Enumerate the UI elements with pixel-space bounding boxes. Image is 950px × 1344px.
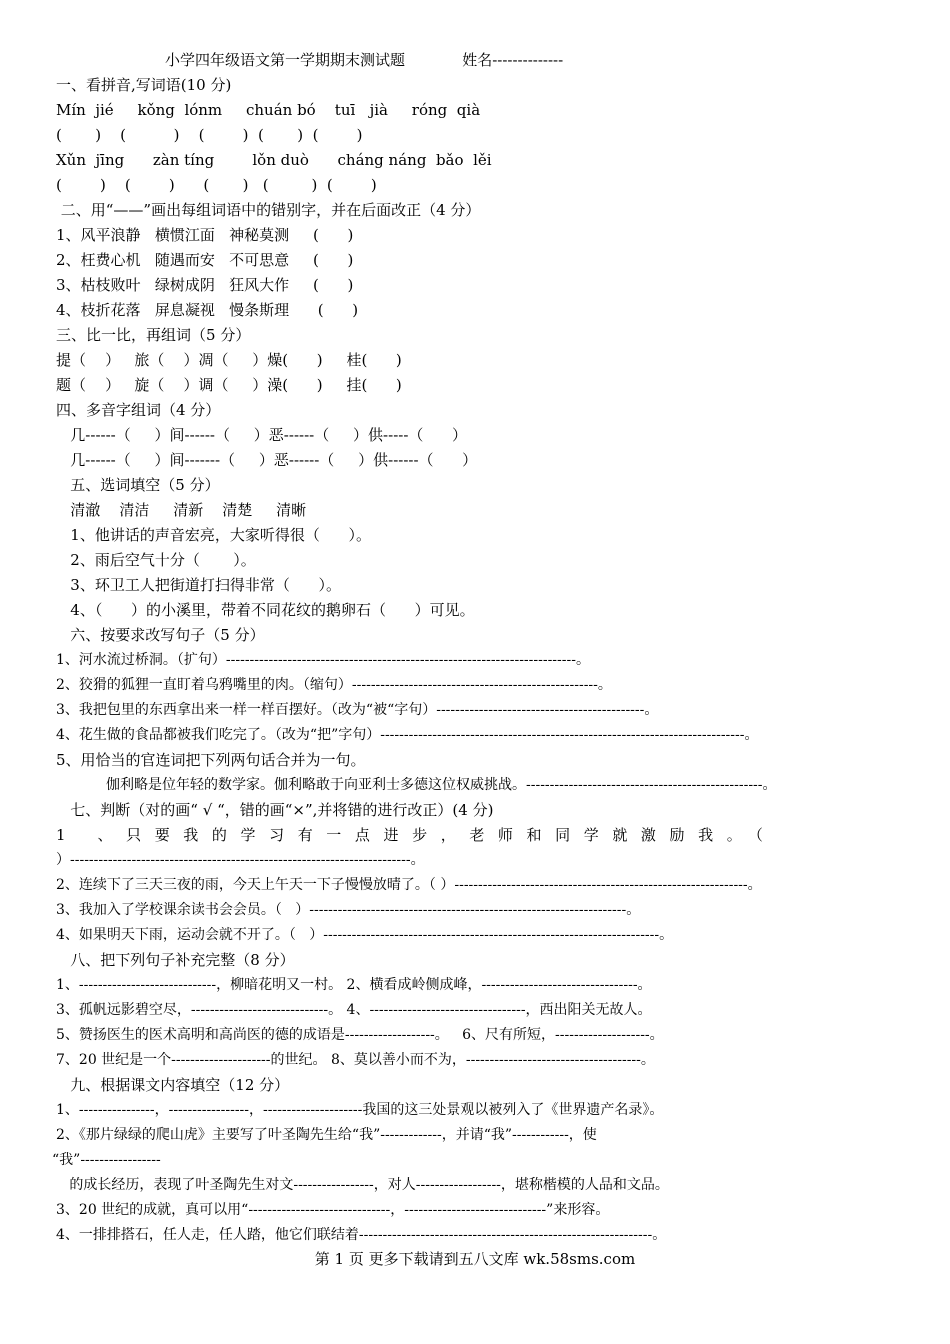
text-fill-item-2: 2、《那片绿绿的爬山虎》主要写了叶圣陶先生给“我”-------------，并请“我”------------，使 bbox=[56, 1127, 597, 1143]
compare-row-2: 题（ ） 旋（ ）调（ ）澡( ) 挂( ) bbox=[56, 376, 402, 394]
typo-item-1: 1、风平浪静 横惯江面 神秘莫测 ( ) bbox=[56, 226, 354, 244]
page-footer: 第 1 页 更多下载请到五八文库 wk.58sms.com bbox=[314, 1250, 636, 1268]
word-choices: 清澈 清洁 清新 清楚 清晰 bbox=[56, 501, 307, 519]
section-6-heading: 六、按要求改写句子（5 分） bbox=[56, 626, 265, 644]
fill-item-4: 4、（ ）的小溪里，带着不同花纹的鹅卵石（ ）可见。 bbox=[56, 601, 475, 619]
polyphone-row-2: 几------（ ）间-------（ ）恶------（ ）供------（ ） bbox=[56, 451, 478, 469]
rewrite-item-4: 4、花生做的食品都被我们吃完了。（改为“把”字句）-----------------------------------------------------------------------------。 bbox=[56, 727, 759, 743]
fill-item-2: 2、雨后空气十分（ ）。 bbox=[56, 551, 256, 569]
section-7-heading: 七、判断（对的画“ √ “，错的画“×”,并将错的进行改正）(4 分) bbox=[56, 801, 494, 819]
section-2-heading: 二、用“——”画出每组词语中的错别字，并在后面改正（4 分） bbox=[56, 201, 481, 219]
section-1-heading: 一、看拼音,写词语(10 分) bbox=[56, 76, 232, 94]
complete-row-2: 3、孤帆远影碧空尽，-----------------------------。 4、---------------------------------，西出阳关无故人。 bbox=[56, 1002, 652, 1018]
complete-row-1: 1、-----------------------------，柳暗花明又一村。 2、横看成岭侧成峰，---------------------------------。 bbox=[56, 977, 652, 993]
text-fill-item-1: 1、----------------，-----------------，---------------------我国的这三处景观以被列入了《世界遗产名录》。 bbox=[56, 1102, 664, 1118]
judge-item-2: 2、连续下了三天三夜的雨，今天上午天一下子慢慢放晴了。（ ）--------------------------------------------------------------。 bbox=[56, 877, 762, 893]
fill-item-3: 3、环卫工人把街道打扫得非常（ ）。 bbox=[56, 576, 341, 594]
section-5-heading: 五、选词填空（5 分） bbox=[56, 476, 220, 494]
fill-item-1: 1、他讲话的声音宏亮，大家听得很（ ）。 bbox=[56, 526, 371, 544]
rewrite-item-5: 5、用恰当的官连词把下列两句话合并为一句。 bbox=[56, 751, 366, 769]
section-9-heading: 九、根据课文内容填空（12 分） bbox=[56, 1076, 290, 1094]
text-fill-item-3: 3、20 世纪的成就，真可以用“------------------------------，------------------------------”来形容。 bbox=[56, 1202, 610, 1218]
judge-item-1-cont: ）------------------------------------------------------------------------。 bbox=[56, 852, 425, 868]
judge-item-3: 3、我加入了学校课余读书会会员。（ ）-------------------------------------------------------------------。 bbox=[56, 902, 641, 918]
complete-row-3: 5、赞扬医生的医术高明和高尚医的德的成语是-------------------。 6、尺有所短，--------------------。 bbox=[56, 1027, 664, 1043]
polyphone-row-1: 几------（ ）间------（ ）恶------（ ）供-----（ ） bbox=[56, 426, 468, 444]
pinyin-row-2: Xǔn jīng zàn tíng lǒn duò cháng náng bǎo lěi bbox=[56, 151, 492, 169]
rewrite-item-3: 3、我把包里的东西拿出来一样一样百摆好。（改为“被“字句）--------------------------------------------。 bbox=[56, 702, 659, 718]
answer-blanks-row-1: ( ) ( ) ( ) ( ) ( ) bbox=[56, 126, 363, 144]
typo-item-2: 2、枉费心机 随遇而安 不可思意 ( ) bbox=[56, 251, 354, 269]
section-8-heading: 八、把下列句子补充完整（8 分） bbox=[56, 951, 295, 969]
text-fill-item-2-end: 的成长经历，表现了叶圣陶先生对文-----------------，对人------------------，堪称楷模的人品和文品。 bbox=[56, 1177, 669, 1193]
text-fill-item-4: 4、一排排搭石，任人走，任人踏，他它们联结着--------------------------------------------------------------。 bbox=[56, 1227, 667, 1243]
typo-item-3: 3、枯枝败叶 绿树成阴 狂风大作 ( ) bbox=[56, 276, 354, 294]
judge-item-4: 4、如果明天下雨，运动会就不开了。（ ）-----------------------------------------------------------------------。 bbox=[56, 927, 674, 943]
answer-blanks-row-2: ( ) ( ) ( ) ( ) ( ) bbox=[56, 176, 377, 194]
text-fill-item-2-cont: “我”----------------- bbox=[52, 1152, 161, 1168]
rewrite-item-1: 1、河水流过桥洞。（扩句）--------------------------------------------------------------------------。 bbox=[56, 652, 590, 668]
compare-row-1: 提（ ） 旅（ ）凋（ ）燥( ) 桂( ) bbox=[56, 351, 402, 369]
judge-item-1: 1 、只要我的学习有一点进步，老师和同学就激励我。（ bbox=[56, 826, 777, 844]
section-3-heading: 三、比一比，再组词（5 分） bbox=[56, 326, 251, 344]
exam-title: 小学四年级语文第一学期期末测试题 姓名-------------- bbox=[165, 51, 564, 69]
pinyin-row-1: Mín jié kǒng lónm chuán bó tuī jià róng qià bbox=[56, 101, 481, 119]
typo-item-4: 4、枝折花落 屏息凝视 慢条斯理 ( ) bbox=[56, 301, 359, 319]
section-4-heading: 四、多音字组词（4 分） bbox=[56, 401, 221, 419]
rewrite-item-5-sentence: 伽利略是位年轻的数学家。伽利略敢于向亚利士多德这位权威挑战。--------------------------------------------------。 bbox=[106, 777, 777, 793]
complete-row-4: 7、20 世纪是一个---------------------的世纪。 8、莫以善小而不为，-------------------------------------。 bbox=[56, 1052, 655, 1068]
rewrite-item-2: 2、狡猾的狐狸一直盯着乌鸦嘴里的肉。（缩句）----------------------------------------------------。 bbox=[56, 677, 612, 693]
